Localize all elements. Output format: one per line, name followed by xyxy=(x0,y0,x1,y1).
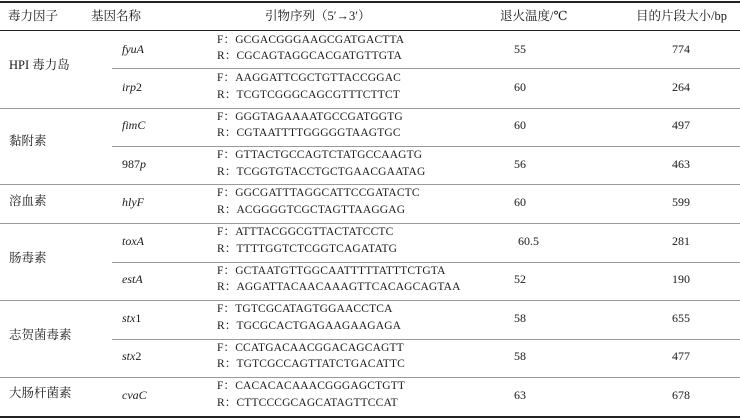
primer-forward: F：GCTAATGTTGGCAATTTTTATTTCTGTA xyxy=(217,265,446,277)
annealing-temp: 55 xyxy=(514,42,526,56)
annealing-temp: 60 xyxy=(514,195,526,209)
gene-name: fyuA xyxy=(122,42,144,56)
table-top-rule xyxy=(0,1,740,3)
factor-label: 溶血素 xyxy=(9,194,47,208)
primer-reverse: R：TGCGCACTGAGAAGAAGAGA xyxy=(217,320,402,332)
header-factor: 毒力因子 xyxy=(8,9,59,23)
primer-forward: F：TGTCGCATAGTGGAACCTCA xyxy=(217,303,393,315)
row-separator xyxy=(0,108,740,109)
primer-reverse: R：ACGGGGTCGCTAGTTAAGGAG xyxy=(217,204,406,216)
primer-reverse: R：CGTAATTTTGGGGGTAAGTGC xyxy=(217,127,401,139)
fragment-size: 477 xyxy=(672,349,690,363)
annealing-temp: 60.5 xyxy=(518,234,539,248)
header-size: 目的片段大小/bp xyxy=(636,9,727,23)
header-temp: 退火温度/℃ xyxy=(500,9,568,23)
annealing-temp: 60 xyxy=(514,118,526,132)
primer-reverse: R：AGGATTACAACAAAGTTCACAGCAGTAA xyxy=(217,281,461,293)
factor-label: 大肠杆菌素 xyxy=(9,386,72,400)
header-gene: 基因名称 xyxy=(91,9,142,23)
annealing-temp: 52 xyxy=(514,272,526,286)
primer-reverse: R：TCGGTGTACCTGCTGAACGAATAG xyxy=(217,166,426,178)
factor-label: HPI 毒力岛 xyxy=(9,58,70,72)
fragment-size: 678 xyxy=(672,388,690,402)
table-bottom-rule xyxy=(0,416,740,418)
gene-name: stx1 xyxy=(122,311,142,325)
row-separator xyxy=(0,223,740,224)
table-header-rule xyxy=(0,30,740,31)
factor-label: 志贺菌毒素 xyxy=(9,328,72,342)
header-primer: 引物序列（5′→3′） xyxy=(265,9,371,23)
row-separator xyxy=(0,184,740,185)
row-separator xyxy=(112,339,740,340)
primer-forward: F：GTTACTGCCAGTCTATGCCAAGTG xyxy=(217,149,423,161)
fragment-size: 599 xyxy=(672,195,690,209)
row-separator xyxy=(112,68,740,69)
primer-reverse: R：TGTCGCCAGTTATCTGACATTC xyxy=(217,358,405,370)
fragment-size: 655 xyxy=(672,311,690,325)
row-separator xyxy=(0,300,740,301)
fragment-size: 264 xyxy=(672,80,690,94)
gene-name: estA xyxy=(122,272,143,286)
row-separator xyxy=(112,262,740,263)
fragment-size: 497 xyxy=(672,118,690,132)
primer-forward: F：ATTTACGGCGTTACTATCCTC xyxy=(217,226,394,238)
factor-label: 肠毒素 xyxy=(9,251,47,265)
gene-name: stx2 xyxy=(122,349,142,363)
gene-name: 987p xyxy=(122,157,146,171)
primer-reverse: R：CTTCCCGCAGCATAGTTCCAT xyxy=(217,397,398,409)
fragment-size: 190 xyxy=(672,272,690,286)
fragment-size: 774 xyxy=(672,42,690,56)
primer-reverse: R：TCGTCGGGCAGCGTTTCTTCT xyxy=(217,89,400,101)
row-separator xyxy=(0,377,740,378)
fragment-size: 281 xyxy=(672,234,690,248)
fragment-size: 463 xyxy=(672,157,690,171)
primer-reverse: R：TTTTGGTCTCGGTCAGATATG xyxy=(217,243,398,255)
annealing-temp: 58 xyxy=(514,311,526,325)
primer-reverse: R：CGCAGTAGGCACGATGTTGTA xyxy=(217,50,402,62)
gene-name: cvaC xyxy=(122,388,147,402)
annealing-temp: 58 xyxy=(514,349,526,363)
gene-name: fimC xyxy=(122,118,146,132)
gene-name: toxA xyxy=(122,234,144,248)
primer-forward: F：CACACACAAACGGGAGCTGTT xyxy=(217,380,406,392)
annealing-temp: 60 xyxy=(514,80,526,94)
gene-name: irp2 xyxy=(122,80,143,94)
gene-name: hlyF xyxy=(122,195,144,209)
primer-forward: F：CCATGACAACGGACAGCAGTT xyxy=(217,342,404,354)
primer-forward: F：AAGGATTCGCTGTTACCGGAC xyxy=(217,72,401,84)
primer-forward: F：GGCGATTTAGGCATTCCGATACTC xyxy=(217,187,420,199)
primer-forward: F：GCGACGGGAAGCGATGACTTA xyxy=(217,34,405,46)
factor-label: 黏附素 xyxy=(9,134,47,148)
primer-forward: F：GGGTAGAAAATGCCGATGGTG xyxy=(217,111,403,123)
annealing-temp: 63 xyxy=(514,388,526,402)
annealing-temp: 56 xyxy=(514,157,526,171)
row-separator xyxy=(112,146,740,147)
